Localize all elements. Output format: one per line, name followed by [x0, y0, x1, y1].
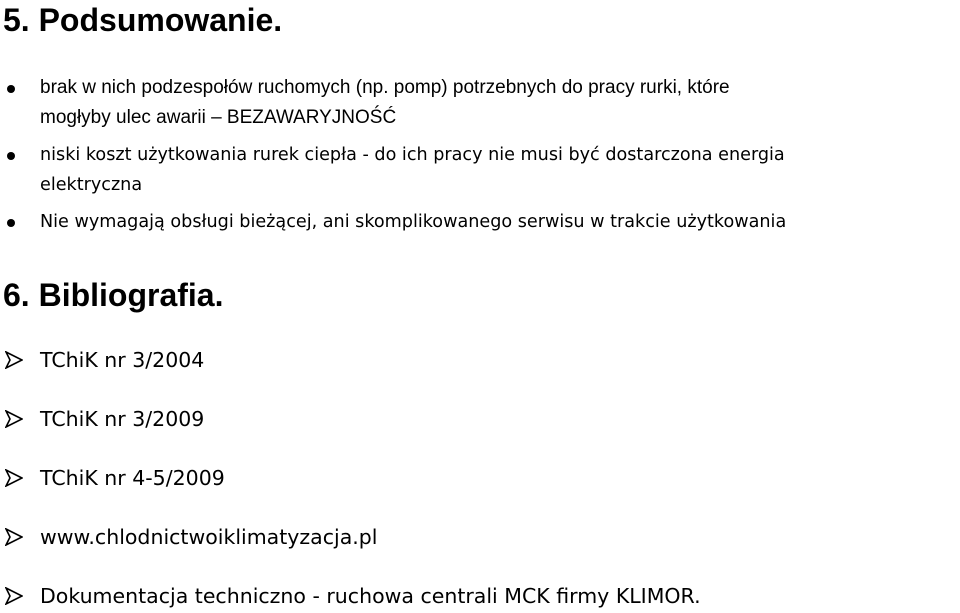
section-heading-summary: 5. Podsumowanie.	[3, 2, 283, 38]
arrowhead-check-icon	[5, 469, 23, 487]
bibliography-entry: www.chlodnictwoiklimatyzacja.pl	[40, 525, 378, 549]
bibliography-entry: TChiK nr 3/2009	[40, 407, 205, 431]
summary-item-line: Nie wymagają obsługi bieżącej, ani skomplikowanego serwisu w trakcie użytkowania	[40, 212, 787, 232]
summary-item-line: brak w nich podzespołów ruchomych (np. pomp) potrzebnych do pracy rurki, które	[40, 77, 730, 98]
bibliography-entry: TChiK nr 3/2004	[40, 348, 205, 372]
bibliography-entry: TChiK nr 4-5/2009	[40, 466, 225, 490]
summary-item-line: niski koszt użytkowania rurek ciepła - do ich pracy nie musi być dostarczona energia	[40, 145, 785, 165]
bibliography-entry: Dokumentacja techniczno - ruchowa centrali MCK firmy KLIMOR.	[40, 584, 701, 608]
arrowhead-check-icon	[5, 528, 23, 546]
summary-item-line: elektryczna	[40, 175, 143, 195]
bullet-dot-icon	[7, 219, 15, 227]
summary-item-line: mogłyby ulec awarii – BEZAWARYJNOŚĆ	[40, 107, 397, 128]
bullet-dot-icon	[7, 152, 15, 160]
arrowhead-check-icon	[5, 587, 23, 605]
bullet-dot-icon	[7, 85, 15, 93]
arrowhead-check-icon	[5, 410, 23, 428]
section-heading-bibliography: 6. Bibliografia.	[3, 277, 224, 313]
arrowhead-check-icon	[5, 351, 23, 369]
